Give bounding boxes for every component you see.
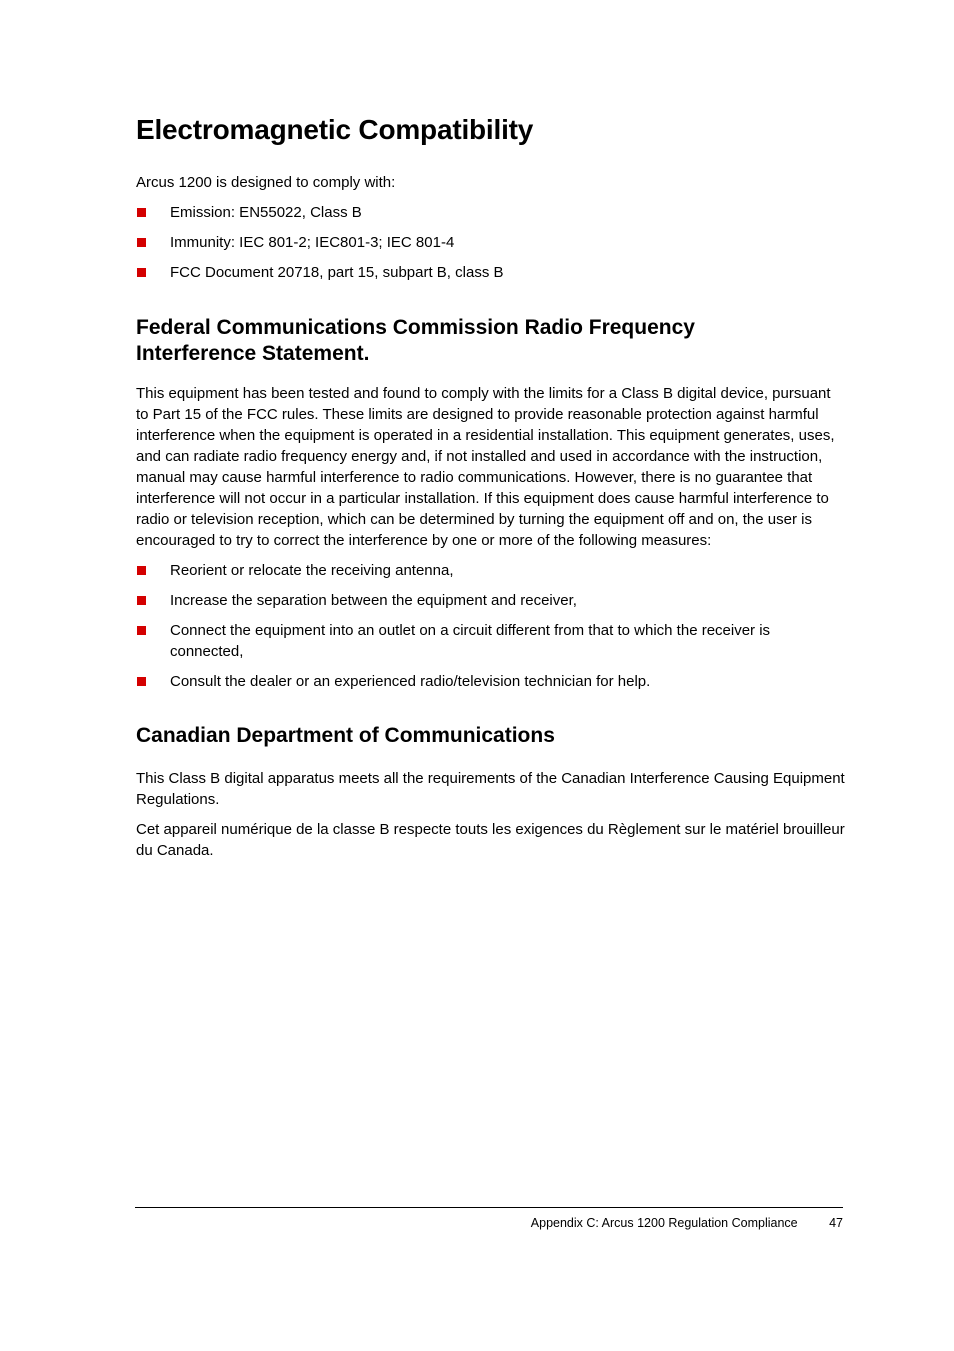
page-number: 47 [829, 1216, 843, 1230]
list-item-text: Increase the separation between the equipment and receiver, [170, 592, 577, 609]
square-bullet-icon [137, 596, 146, 605]
page-title: Electromagnetic Compatibility [136, 114, 534, 145]
list-item-text: Emission: EN55022, Class B [170, 204, 362, 221]
list-item-text: FCC Document 20718, part 15, subpart B, class B [170, 264, 504, 281]
square-bullet-icon [137, 208, 146, 217]
compliance-list [136, 202, 846, 283]
square-bullet-icon [137, 238, 146, 247]
square-bullet-icon [137, 268, 146, 277]
fcc-statement: This equipment has been tested and found to comply with the limits for a Class B digital device, pursuant to Part 15 of the FCC rules. These limits are designed to provide reasonable protection against harmful interference when the equipment is operated in a residential installation. This equipment generates, uses, and can radiate radio frequency energy and, if not installed and used in accordance with the instruction, manual may cause harmful interference to radio communications. However, there is no guarantee that interference will not occur in a particular installation. If this equipment does cause harmful interference to radio or television reception, which can be determined by turning the equipment off and on, the user is encouraged to try to correct the interference by one or more of the following measures: [136, 385, 835, 549]
canadian-statement-french: Cet appareil numérique de la classe B respecte touts les exigences du Règlement sur le matériel brouilleur du Canada. [136, 821, 845, 859]
fcc-measures-list [136, 560, 846, 692]
list-item [136, 262, 846, 283]
footer-chapter-title: Appendix C: Arcus 1200 Regulation Compliance [530, 1216, 798, 1230]
list-item-text: Connect the equipment into an outlet on a circuit different from that to which the receiver is connected, [170, 622, 771, 660]
list-item-text: Consult the dealer or an experienced radio/television technician for help. [170, 673, 651, 690]
fcc-heading [136, 315, 846, 367]
list-item-text: Immunity: IEC 801-2; IEC801-3; IEC 801-4 [170, 234, 455, 251]
canadian-heading: Canadian Department of Communications [136, 724, 555, 747]
footer-rule [135, 1207, 843, 1208]
list-item [136, 590, 846, 611]
list-item [136, 202, 846, 223]
fcc-heading-line-1: Federal Communications Commission Radio Frequency [136, 316, 695, 339]
fcc-heading-line-2: Interference Statement. [136, 342, 370, 365]
list-item [136, 671, 846, 692]
square-bullet-icon [137, 626, 146, 635]
page-footer [135, 1215, 843, 1231]
compliance-intro: Arcus 1200 is designed to comply with: [136, 174, 396, 191]
square-bullet-icon [137, 677, 146, 686]
list-item-text: Reorient or relocate the receiving antenna, [170, 562, 454, 579]
list-item [136, 232, 846, 253]
list-item [136, 560, 846, 581]
square-bullet-icon [137, 566, 146, 575]
canadian-statement-english: This Class B digital apparatus meets all the requirements of the Canadian Interference Causing Equipment Regulations. [136, 770, 845, 808]
page-content [136, 110, 846, 861]
list-item [136, 620, 846, 662]
